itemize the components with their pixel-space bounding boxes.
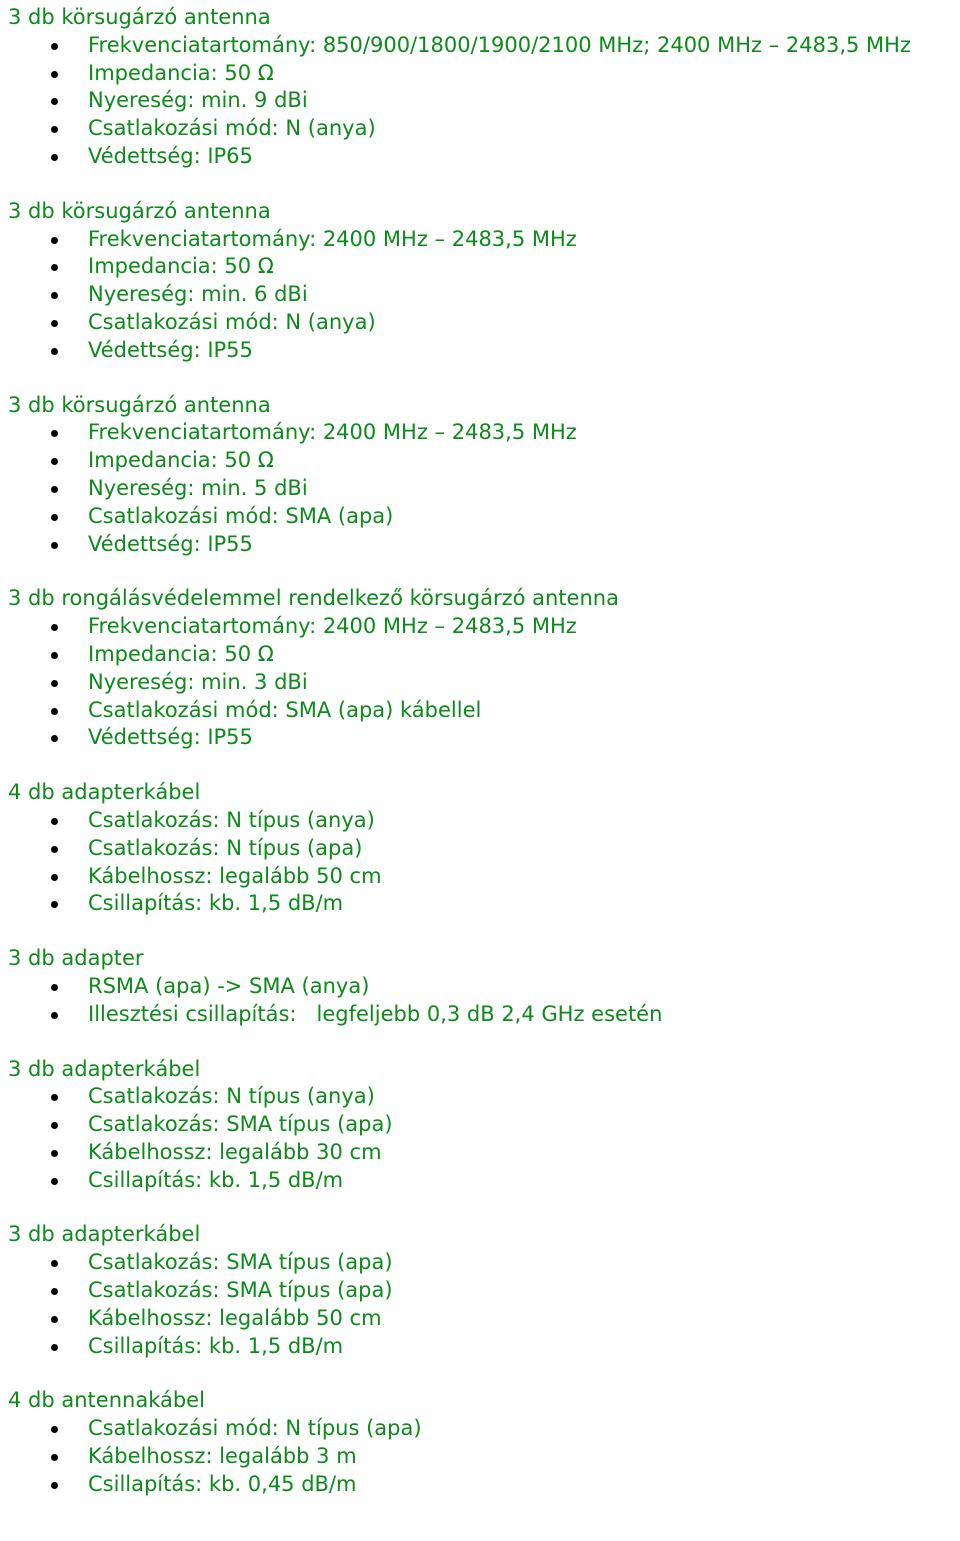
list-item: Védettség: IP55 <box>8 337 953 365</box>
list-item: Csatlakozási mód: SMA (apa) kábellel <box>8 697 953 725</box>
list-item: Csatlakozási mód: N típus (apa) <box>8 1415 953 1443</box>
list-item: Csillapítás: kb. 0,45 dB/m <box>8 1471 953 1499</box>
list-item: Csillapítás: kb. 1,5 dB/m <box>8 890 953 918</box>
list-item: Nyereség: min. 9 dBi <box>8 87 953 115</box>
list-item: Kábelhossz: legalább 3 m <box>8 1443 953 1471</box>
list-item: Frekvenciatartomány: 2400 MHz – 2483,5 MHz <box>8 613 953 641</box>
list-item: Csatlakozás: N típus (anya) <box>8 807 953 835</box>
spec-section <box>8 198 953 365</box>
list-item: Nyereség: min. 3 dBi <box>8 669 953 697</box>
spec-list <box>8 1415 953 1498</box>
list-item: Kábelhossz: legalább 50 cm <box>8 1305 953 1333</box>
list-item: Védettség: IP55 <box>8 531 953 559</box>
list-item: Csatlakozás: SMA típus (apa) <box>8 1277 953 1305</box>
list-item: Csatlakozás: SMA típus (apa) <box>8 1111 953 1139</box>
section-title: 4 db adapterkábel <box>8 780 201 805</box>
spec-section <box>8 392 953 559</box>
spec-section <box>8 1221 953 1360</box>
spec-list <box>8 226 953 365</box>
list-item: Védettség: IP65 <box>8 143 953 171</box>
section-title: 3 db adapter <box>8 946 144 971</box>
list-item: Nyereség: min. 5 dBi <box>8 475 953 503</box>
section-title: 4 db antennakábel <box>8 1388 205 1413</box>
list-item: Kábelhossz: legalább 30 cm <box>8 1139 953 1167</box>
list-item: Frekvenciatartomány: 2400 MHz – 2483,5 MHz <box>8 226 953 254</box>
spec-section <box>8 1387 953 1498</box>
list-item: Impedancia: 50 Ω <box>8 60 953 88</box>
section-title: 3 db körsugárzó antenna <box>8 5 271 29</box>
list-item: Frekvenciatartomány: 850/900/1800/1900/2100 MHz; 2400 MHz – 2483,5 MHz <box>8 32 953 60</box>
section-title: 3 db adapterkábel <box>8 1222 201 1247</box>
spec-section <box>8 779 953 918</box>
list-item: Csatlakozási mód: SMA (apa) <box>8 503 953 531</box>
list-item: Kábelhossz: legalább 50 cm <box>8 863 953 891</box>
list-item: Impedancia: 50 Ω <box>8 641 953 669</box>
list-item: Csatlakozás: SMA típus (apa) <box>8 1249 953 1277</box>
spec-section <box>8 945 953 1028</box>
list-item: Nyereség: min. 6 dBi <box>8 281 953 309</box>
spec-list <box>8 32 953 171</box>
list-item: Frekvenciatartomány: 2400 MHz – 2483,5 MHz <box>8 419 953 447</box>
spec-list <box>8 973 953 1029</box>
list-item: Impedancia: 50 Ω <box>8 253 953 281</box>
spec-section <box>8 4 953 171</box>
spec-list <box>8 1249 953 1360</box>
list-item: Csatlakozás: N típus (apa) <box>8 835 953 863</box>
spec-list <box>8 613 953 752</box>
spec-list <box>8 1083 953 1194</box>
spec-section <box>8 1056 953 1195</box>
list-item: Csatlakozási mód: N (anya) <box>8 115 953 143</box>
list-item: RSMA (apa) -> SMA (anya) <box>8 973 953 1001</box>
list-item: Csatlakozási mód: N (anya) <box>8 309 953 337</box>
spec-section <box>8 585 953 752</box>
spec-list <box>8 419 953 558</box>
section-title: 3 db körsugárzó antenna <box>8 392 271 417</box>
spec-document <box>8 4 953 1526</box>
section-title: 3 db körsugárzó antenna <box>8 198 271 223</box>
list-item: Csillapítás: kb. 1,5 dB/m <box>8 1167 953 1195</box>
spec-list <box>8 807 953 918</box>
list-item: Védettség: IP55 <box>8 724 953 752</box>
list-item: Csatlakozás: N típus (anya) <box>8 1083 953 1111</box>
list-item: Illesztési csillapítás: legfeljebb 0,3 dB 2,4 GHz esetén <box>8 1001 953 1029</box>
section-title: 3 db adapterkábel <box>8 1056 201 1081</box>
section-title: 3 db rongálásvédelemmel rendelkező körsugárzó antenna <box>8 586 619 611</box>
list-item: Csillapítás: kb. 1,5 dB/m <box>8 1333 953 1361</box>
list-item: Impedancia: 50 Ω <box>8 447 953 475</box>
